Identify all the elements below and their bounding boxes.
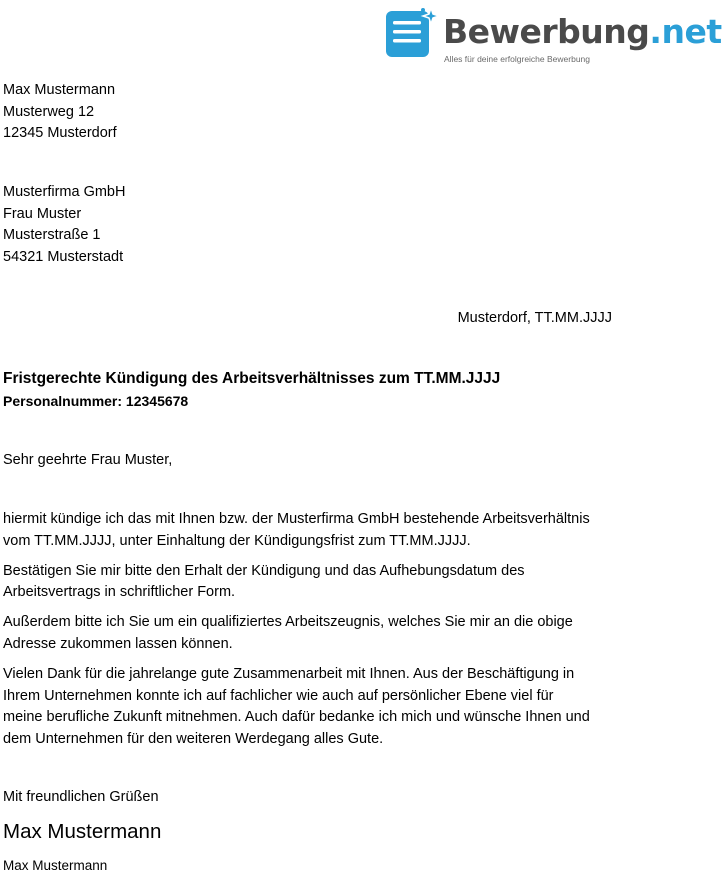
personnel-number: Personalnummer: 12345678 <box>3 393 189 409</box>
body-paragraph: Vielen Dank für die jahrelange gute Zusammenarbeit mit Ihnen. Aus der Beschäftigung in Ihrem Unternehmen konnte ich auf fachlicher wie auch auf persönlicher Ebene viel für meine berufliche Zukunft mitnehmen. Auch dafür bedanke ich mich und wünsche Ihnen und dem Unternehmen für den weiteren Werdegang alles Gute. <box>3 666 590 747</box>
printed-name: Max Mustermann <box>3 858 108 873</box>
closing-line: Mit freundlichen Grüßen <box>3 789 159 805</box>
subject-line: Fristgerechte Kündigung des Arbeitsverhältnisses zum TT.MM.JJJJ <box>3 370 501 387</box>
recipient-city: 54321 Musterstadt <box>3 248 124 265</box>
recipient-street: Musterstraße 1 <box>3 227 101 244</box>
logo-dot: . <box>649 12 662 51</box>
logo-tld-text: net <box>661 12 722 51</box>
body-paragraph: Bestätigen Sie mir bitte den Erhalt der Kündigung und das Aufhebungsdatum des Arbeitsvertrags in schriftlicher Form. <box>3 562 525 601</box>
salutation: Sehr geehrte Frau Muster, <box>3 452 173 468</box>
bewerbung-net-logo[interactable] <box>386 3 722 65</box>
recipient-contact: Frau Muster <box>3 205 82 222</box>
logo-brand-text: Bewerbung <box>443 12 650 51</box>
sender-street: Musterweg 12 <box>3 103 95 120</box>
body-paragraph: hiermit kündige ich das mit Ihnen bzw. der Musterfirma GmbH bestehende Arbeitsverhältnis vom TT.MM.JJJJ, unter Einhaltung der Kündigungsfrist zum TT.MM.JJJJ. <box>3 511 590 549</box>
sender-address <box>3 80 117 145</box>
logo-tagline: Alles für deine erfolgreiche Bewerbung <box>444 54 591 64</box>
logo-wordmark <box>443 12 722 51</box>
letter-body <box>3 509 633 759</box>
document-sparkle-icon <box>386 6 440 60</box>
recipient-address <box>3 182 125 268</box>
sender-city: 12345 Musterdorf <box>3 125 117 142</box>
recipient-company: Musterfirma GmbH <box>3 184 126 200</box>
body-paragraph: Außerdem bitte ich Sie um ein qualifiziertes Arbeitszeugnis, welches Sie mir an die obige Adresse zukommen lassen können. <box>3 614 573 652</box>
date-line: Musterdorf, TT.MM.JJJJ <box>457 310 612 326</box>
signature: Max Mustermann <box>3 820 162 843</box>
sender-name: Max Mustermann <box>3 82 116 98</box>
